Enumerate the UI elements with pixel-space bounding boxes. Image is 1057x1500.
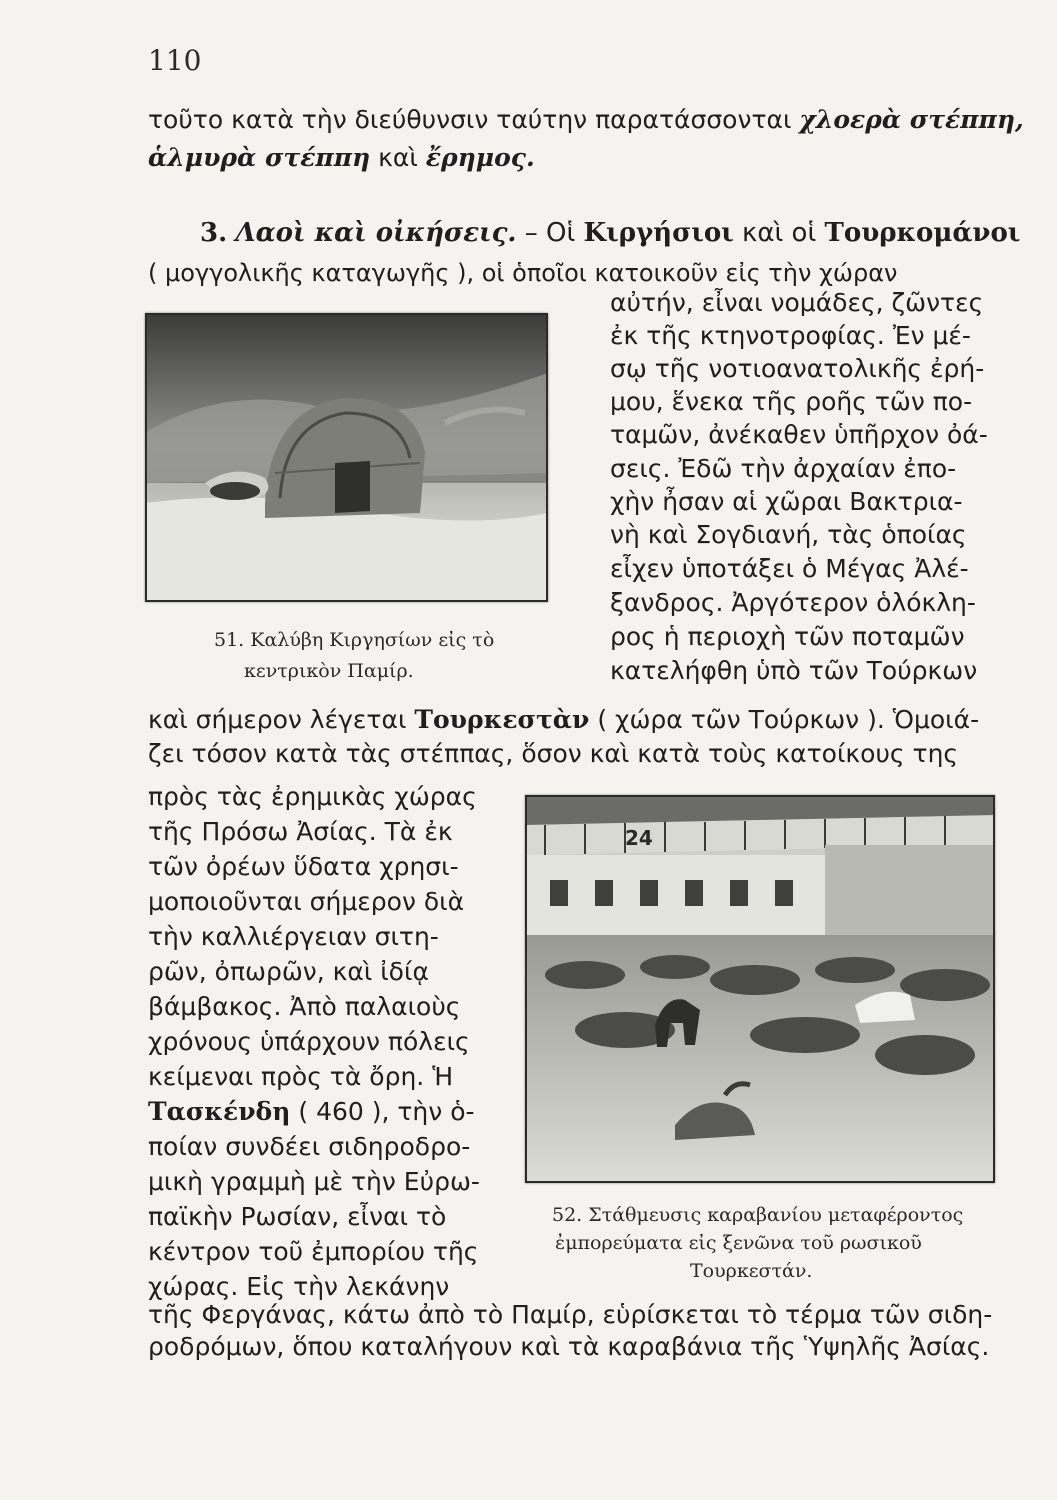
figure-51-caption-line: 51. Καλύβη Κιργησίων εἰς τὸ bbox=[214, 629, 495, 651]
emphasis-term: Κιργήσιοι bbox=[583, 218, 734, 248]
text-line: ροδρόμων, ὅπου καταλήγουν καὶ τὰ καραβάνια τῆς Ὑψηλῆς Ἀσίας. bbox=[148, 1332, 990, 1361]
yurt-illustration bbox=[145, 313, 548, 602]
text-line: ρος ἡ περιοχὴ τῶν ποταμῶν bbox=[610, 622, 965, 651]
section-dash: – bbox=[524, 218, 538, 248]
text-line: χρόνους ὑπάρχουν πόλεις bbox=[148, 1027, 470, 1056]
text-line bbox=[148, 142, 535, 174]
text-line: εἶχεν ὑποτάξει ὁ Μέγας Ἀλέ- bbox=[610, 554, 969, 583]
text-line: μοποιοῦνται σήμερον διὰ bbox=[148, 887, 465, 916]
figure-52-caption-line: ἐμπορεύματα εἰς ξενῶνα τοῦ ρωσικοῦ bbox=[555, 1232, 922, 1254]
page-number: 110 bbox=[148, 44, 202, 77]
text-line: χώρας. Εἰς τὴν λεκάνην bbox=[148, 1272, 450, 1301]
text-line bbox=[148, 704, 979, 736]
figure-51-photo bbox=[145, 313, 548, 602]
text-line: παϊκὴν Ρωσίαν, εἶναι τὸ bbox=[148, 1202, 447, 1231]
text-line: ρῶν, ὀπωρῶν, καὶ ἰδίᾳ bbox=[148, 957, 429, 986]
text-span: τοῦτο κατὰ τὴν διεύθυνσιν ταύτην παρατάσσονται bbox=[148, 105, 800, 134]
emphasis-term: ἁλμυρὰ στέππη bbox=[148, 143, 371, 172]
photo-sign-text: 24 bbox=[625, 826, 653, 850]
emphasis-term: Τασκένδη bbox=[148, 1097, 291, 1126]
figure-51-caption-line: κεντρικὸν Παμίρ. bbox=[244, 660, 414, 682]
text-line: τὴν καλλιέργειαν σιτη- bbox=[148, 922, 439, 951]
text-span: ( χώρα τῶν Τούρκων ). Ὁμοιά- bbox=[589, 705, 980, 734]
emphasis-term: Τουρκεστὰν bbox=[414, 705, 590, 734]
text-line bbox=[148, 104, 1024, 136]
text-line: βάμβακος. Ἀπὸ παλαιοὺς bbox=[148, 992, 461, 1021]
text-line: χὴν ἦσαν αἱ χῶραι Βακτρια- bbox=[610, 487, 963, 516]
text-line: ( μογγολικῆς καταγωγῆς ), οἱ ὁποῖοι κατοικοῦν εἰς τὴν χώραν bbox=[148, 259, 898, 287]
text-line: κείμεναι πρὸς τὰ ὄρη. Ἡ bbox=[148, 1062, 454, 1091]
figure-52-caption-line: Τουρκεστάν. bbox=[690, 1260, 813, 1282]
emphasis-term: χλοερὰ στέππη, bbox=[799, 105, 1024, 134]
text-line: τῶν ὀρέων ὕδατα χρησι- bbox=[148, 852, 459, 881]
caravan-illustration bbox=[525, 795, 995, 1183]
section-number: 3. bbox=[200, 218, 228, 248]
text-line: μου, ἕνεκα τῆς ροῆς τῶν πο- bbox=[610, 387, 973, 416]
text-line: ταμῶν, ἀνέκαθεν ὑπῆρχον ὀά- bbox=[610, 420, 988, 449]
text-line: τῆς Φεργάνας, κάτω ἀπὸ τὸ Παμίρ, εὑρίσκεται τὸ τέρμα τῶν σιδη- bbox=[148, 1300, 993, 1329]
text-line bbox=[148, 1096, 475, 1128]
text-span: Οἱ bbox=[537, 218, 584, 248]
text-line: τῆς Πρόσω Ἀσίας. Τὰ ἐκ bbox=[148, 817, 453, 846]
text-line: ἐκ τῆς κτηνοτροφίας. Ἐν μέ- bbox=[610, 321, 971, 350]
text-line: σεις. Ἐδῶ τὴν ἀρχαίαν ἐπο- bbox=[610, 454, 957, 483]
text-line: μικὴ γραμμὴ μὲ τὴν Εὐρω- bbox=[148, 1167, 480, 1196]
text-line: κέντρον τοῦ ἐμπορίου τῆς bbox=[148, 1237, 479, 1266]
figure-52-photo bbox=[525, 795, 995, 1183]
figure-52-caption-line: 52. Στάθμευσις καραβανίου μεταφέροντος bbox=[552, 1204, 964, 1226]
text-line: ζει τόσον κατὰ τὰς στέππας, ὅσον καὶ κατὰ τοὺς κατοίκους της bbox=[148, 739, 959, 768]
text-span: καὶ σήμερον λέγεται bbox=[148, 705, 415, 734]
text-line: κατελήφθη ὑπὸ τῶν Τούρκων bbox=[610, 656, 978, 685]
text-span: ( 460 ), τὴν ὁ- bbox=[290, 1097, 475, 1126]
emphasis-term: Τουρκομάνοι bbox=[824, 218, 1021, 248]
text-line: νὴ καὶ Σογδιανή, τὰς ὁποίας bbox=[610, 520, 967, 549]
text-line: αὐτήν, εἶναι νομάδες, ζῶντες bbox=[610, 288, 984, 317]
section-title: Λαοὶ καὶ οἰκήσεις. bbox=[235, 218, 517, 248]
text-line: ξανδρος. Ἀργότερον ὁλόκλη- bbox=[610, 588, 976, 617]
text-line: πρὸς τὰς ἐρημικὰς χώρας bbox=[148, 782, 477, 811]
text-span: καὶ οἱ bbox=[733, 218, 825, 248]
text-line: ποίαν συνδέει σιδηροδρο- bbox=[148, 1132, 471, 1161]
text-span: καὶ bbox=[370, 143, 426, 172]
section-heading bbox=[200, 217, 1020, 249]
emphasis-term: ἔρημος. bbox=[425, 143, 535, 172]
text-line: σῳ τῆς νοτιοανατολικῆς ἐρή- bbox=[610, 354, 985, 383]
